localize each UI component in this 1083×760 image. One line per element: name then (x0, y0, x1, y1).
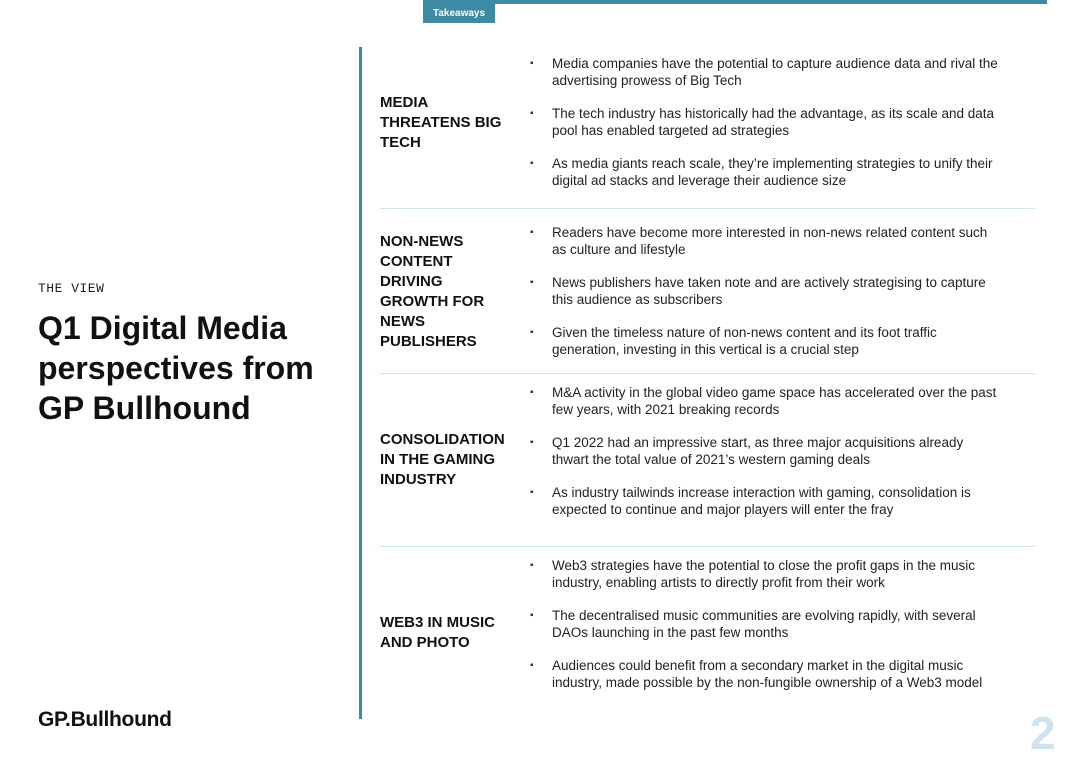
section-consolidation-gaming (380, 384, 1035, 547)
section-label: MEDIA THREATENS BIG TECH (380, 94, 502, 151)
bullet-text: Given the timeless nature of non-news content and its foot traffic generation, investing in this vertical is a crucial step (552, 325, 937, 357)
bullet-text: Media companies have the potential to capture audience data and rival the advertising prowess of Big Tech (552, 56, 998, 88)
bullet-icon: ▪ (530, 487, 534, 498)
list-item (526, 434, 998, 468)
list-item (526, 484, 998, 518)
takeaways-tag: Takeaways (423, 4, 495, 23)
bullet-list (526, 55, 998, 205)
bullet-text: Web3 strategies have the potential to close the profit gaps in the music industry, enabling artists to directly profit from their work (552, 558, 975, 590)
bullet-icon: ▪ (530, 437, 534, 448)
list-item (526, 557, 998, 591)
bullet-text: Q1 2022 had an impressive start, as three major acquisitions already thwart the total value of 2021’s western gaming deals (552, 435, 964, 467)
bullet-text: News publishers have taken note and are actively strategising to capture this audience as subscribers (552, 275, 986, 307)
list-item (526, 274, 998, 308)
view-eyebrow: THE VIEW (38, 281, 105, 296)
list-item (526, 384, 998, 418)
bullet-text: The decentralised music communities are evolving rapidly, with several DAOs launching in the past few months (552, 608, 976, 640)
bullet-icon: ▪ (530, 387, 534, 398)
bullet-text: Audiences could benefit from a secondary market in the digital music industry, made possible by the non-fungible ownership of a Web3 model (552, 658, 983, 690)
section-label: NON-NEWS CONTENT DRIVING GROWTH FOR NEWS PUBLISHERS (380, 233, 485, 350)
bullet-list (526, 224, 998, 374)
page-number: 2 (1030, 707, 1056, 759)
vertical-divider (359, 47, 362, 719)
bullet-text: As media giants reach scale, they’re implementing strategies to unify their digital ad stacks and leverage their audience size (552, 156, 993, 188)
bullet-icon: ▪ (530, 227, 534, 238)
bullet-icon: ▪ (530, 327, 534, 338)
section-label: CONSOLIDATION IN THE GAMING INDUSTRY (380, 431, 505, 488)
gp-bullhound-logo: GP.Bullhound (38, 708, 172, 731)
bullet-icon: ▪ (530, 560, 534, 571)
bullet-icon: ▪ (530, 277, 534, 288)
bullet-icon: ▪ (530, 158, 534, 169)
bullet-list (526, 557, 998, 707)
page-title: Q1 Digital Media perspectives from GP Bullhound (38, 310, 314, 426)
list-item (526, 657, 998, 691)
list-item (526, 155, 998, 189)
section-media-threatens-big-tech (380, 55, 1035, 209)
header-accent-bar (423, 0, 1047, 4)
list-item (526, 607, 998, 641)
bullet-icon: ▪ (530, 660, 534, 671)
bullet-text: The tech industry has historically had the advantage, as its scale and data pool has enabled targeted ad strategies (552, 106, 995, 138)
bullet-text: As industry tailwinds increase interaction with gaming, consolidation is expected to continue and major players will enter the fray (552, 485, 971, 517)
bullet-icon: ▪ (530, 58, 534, 69)
list-item (526, 105, 998, 139)
section-non-news-content (380, 224, 1035, 374)
section-label: WEB3 IN MUSIC AND PHOTO (380, 614, 496, 651)
section-web3-music-photo (380, 557, 1035, 717)
bullet-text: Readers have become more interested in non-news related content such as culture and lifestyle (552, 225, 988, 257)
bullet-list (526, 384, 998, 534)
list-item (526, 324, 998, 358)
bullet-icon: ▪ (530, 108, 534, 119)
bullet-text: M&A activity in the global video game space has accelerated over the past few years, with 2021 breaking records (552, 385, 997, 417)
bullet-icon: ▪ (530, 610, 534, 621)
list-item (526, 224, 998, 258)
list-item (526, 55, 998, 89)
